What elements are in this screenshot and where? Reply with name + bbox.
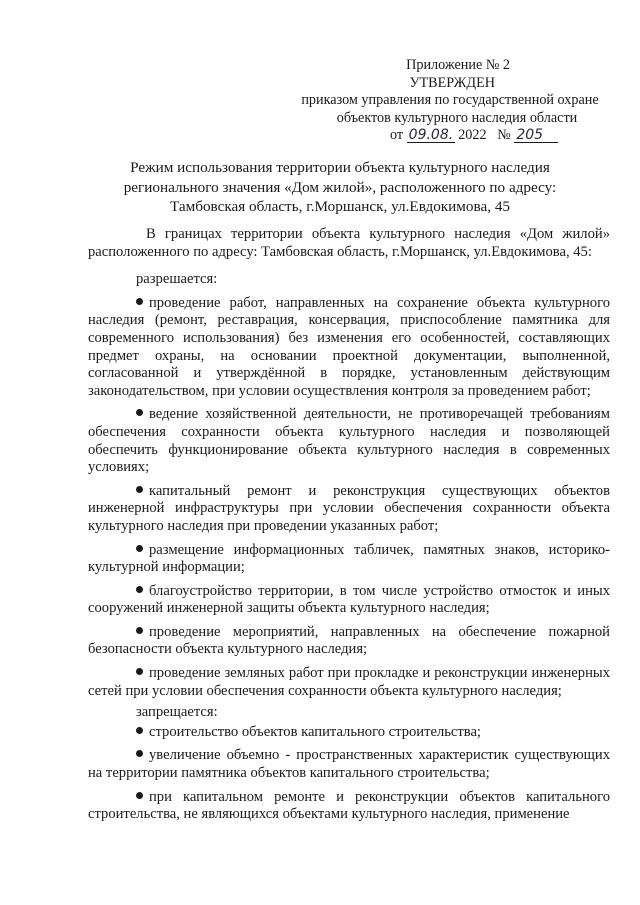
allowed-item: [88, 483, 610, 536]
bullet-icon: [136, 668, 143, 675]
allowed-item-text: ведение хозяйственной деятельности, не противоречащей требованиям обеспечения сохранности объекта культурного наследия и позволяющей обеспечить функционирование объекта культурного наследия в современных условиях;: [88, 406, 610, 476]
document-body: [88, 226, 610, 824]
allowed-item-text: проведение работ, направленных на сохранение объекта культурного наследия (ремонт, реставрация, консервация, приспособление памятника для современного использования) без изменения его особенностей, составляющих предмет охраны, на основании проектной документации, выполненной, согласованной и утверждённой в порядке, установленным действующим законодательством, при условии осуществления контроля за проведением работ;: [88, 294, 610, 399]
forbidden-item: [88, 789, 610, 824]
order-line-2: объектов культурного наследия области: [336, 109, 578, 126]
allowed-item-text: проведение земляных работ при прокладке и реконструкции инженерных сетей при условии обеспечения сохранности объекта культурного наследия;: [88, 665, 610, 699]
allowed-item: [88, 583, 610, 618]
allowed-item: [88, 665, 610, 700]
bullet-icon: [136, 750, 143, 757]
forbidden-item: [88, 747, 610, 782]
bullet-icon: [136, 409, 143, 416]
bullet-icon: [136, 298, 143, 305]
forbidden-label: запрещается:: [136, 704, 218, 721]
allowed-item: [88, 295, 610, 401]
bullet-icon: [136, 486, 143, 493]
bullet-icon: [136, 792, 143, 799]
bullet-icon: [136, 627, 143, 634]
order-line-1: приказом управления по государственной охране: [301, 92, 599, 108]
document-title: [60, 158, 620, 217]
bullet-icon: [136, 586, 143, 593]
bullet-icon: [136, 545, 143, 552]
approval-header: [290, 57, 610, 145]
allowed-item-text: благоустройство территории, в том числе устройство отмосток и иных сооружений инженерной защиты объекта культурного наследия;: [88, 582, 610, 617]
title-line-1: Режим использования территории объекта культурного наследия: [130, 159, 550, 176]
forbidden-item-text: увеличение объемно - пространственных характеристик существующих на территории памятника объектов капитального строительства;: [88, 747, 610, 782]
allowed-item-text: проведение мероприятий, направленных на обеспечение пожарной безопасности объекта культурного наследия;: [88, 623, 610, 658]
forbidden-item-text: строительство объектов капитального строительства;: [149, 723, 481, 740]
allowed-item: [88, 406, 610, 476]
number-label: №: [497, 127, 511, 143]
title-line-3: Тамбовская область, г.Моршанск, ул.Евдокимова, 45: [169, 198, 511, 215]
intro-paragraph: В границах территории объекта культурного наследия «Дом жилой» расположенного по адресу: Тамбовская область, г.Моршанск, ул.Евдокимова, 45:: [88, 226, 610, 260]
bullet-icon: [136, 727, 143, 734]
appendix-number: Приложение № 2: [406, 57, 510, 73]
title-line-2: регионального значения «Дом жилой», расположенного по адресу:: [123, 178, 557, 196]
handwritten-number: 205: [514, 128, 558, 143]
order-year: 2022: [458, 127, 487, 143]
approved-stamp-text: УТВЕРЖДЕН: [409, 74, 495, 91]
forbidden-item-text: при капитальном ремонте и реконструкции объектов капитального строительства, не являющихся объектами культурного наследия, применение: [88, 788, 610, 823]
allowed-item-text: капитальный ремонт и реконструкция существующих объектов инженерной инфраструктуры при условии обеспечения сохранности объекта культурного наследия при проведении указанных работ;: [88, 482, 610, 534]
allowed-item-text: размещение информационных табличек, памятных знаков, историко-культурной информации;: [88, 541, 610, 576]
from-label: от: [390, 127, 404, 143]
handwritten-date: 09.08.: [408, 127, 454, 143]
allowed-item: [88, 624, 610, 659]
allowed-item: [88, 542, 610, 577]
allowed-label: разрешается:: [136, 271, 218, 288]
order-date-line: [290, 127, 610, 145]
forbidden-item: [88, 724, 610, 742]
